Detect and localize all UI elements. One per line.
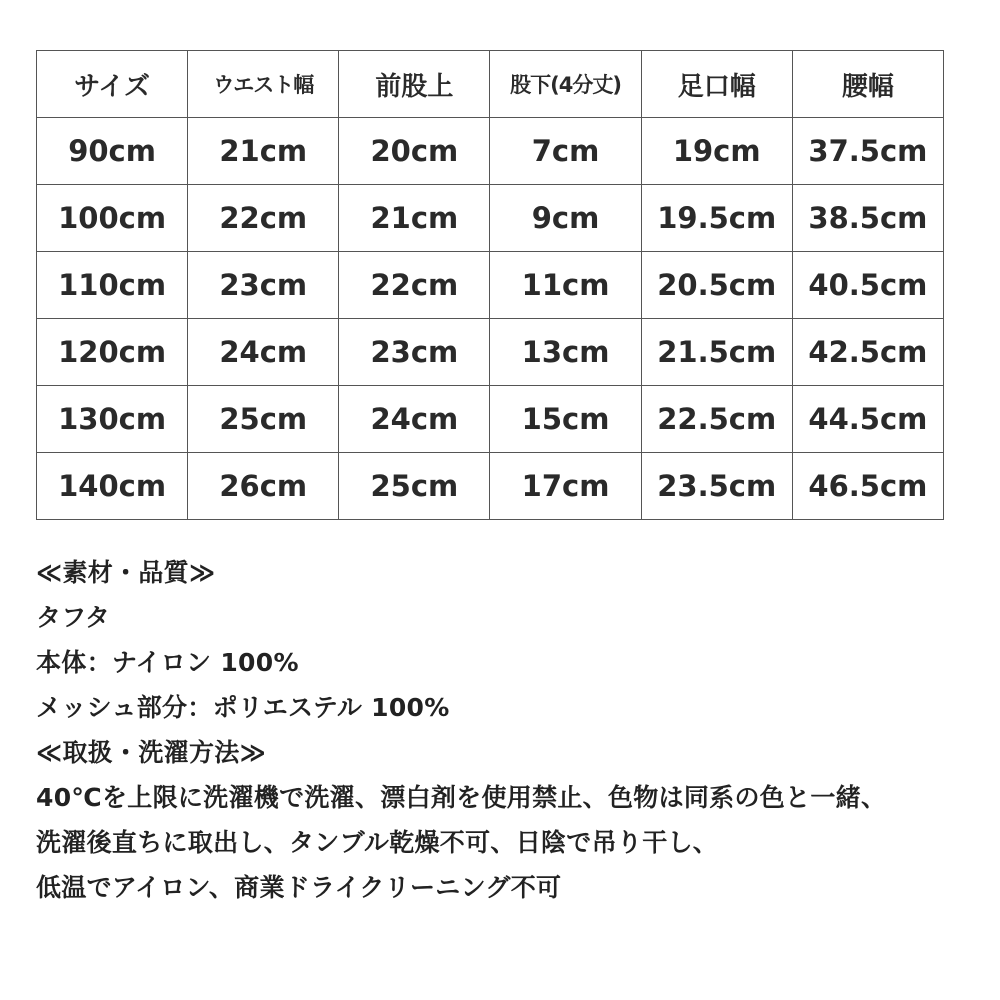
table-cell: 17cm xyxy=(490,453,641,520)
care-instruction-line: 低温でアイロン、商業ドライクリーニング不可 xyxy=(36,873,562,902)
table-row xyxy=(37,252,944,319)
table-cell: 15cm xyxy=(490,386,641,453)
table-cell: 22cm xyxy=(339,252,490,319)
table-cell: 11cm xyxy=(490,252,641,319)
fabric-type: タフタ xyxy=(36,603,111,632)
table-cell: 21cm xyxy=(188,118,339,185)
header-size: サイズ xyxy=(37,51,188,118)
table-cell: 13cm xyxy=(490,319,641,386)
table-cell: 23.5cm xyxy=(641,453,792,520)
header-inseam: 股下(4分丈) xyxy=(490,51,641,118)
table-cell: 19.5cm xyxy=(641,185,792,252)
table-cell: 20.5cm xyxy=(641,252,792,319)
table-cell: 7cm xyxy=(490,118,641,185)
mesh-material: メッシュ部分：ポリエステル 100% xyxy=(36,693,450,722)
table-cell: 90cm xyxy=(37,118,188,185)
table-cell: 46.5cm xyxy=(792,453,943,520)
material-section-heading: ≪素材・品質≫ xyxy=(36,558,216,587)
table-cell: 21cm xyxy=(339,185,490,252)
table-row xyxy=(37,319,944,386)
table-cell: 130cm xyxy=(37,386,188,453)
table-cell: 42.5cm xyxy=(792,319,943,386)
table-cell: 9cm xyxy=(490,185,641,252)
table-cell: 44.5cm xyxy=(792,386,943,453)
table-cell: 24cm xyxy=(188,319,339,386)
size-chart-table xyxy=(36,50,944,520)
care-section-heading: ≪取扱・洗濯方法≫ xyxy=(36,738,267,767)
care-instruction-line: 40℃を上限に洗濯機で洗濯、漂白剤を使用禁止、色物は同系の色と一緒、 xyxy=(36,783,887,812)
table-row xyxy=(37,453,944,520)
table-cell: 24cm xyxy=(339,386,490,453)
table-cell: 37.5cm xyxy=(792,118,943,185)
table-row xyxy=(37,118,944,185)
header-hip-width: 腰幅 xyxy=(792,51,943,118)
table-row xyxy=(37,386,944,453)
care-instruction-line: 洗濯後直ちに取出し、タンブル乾燥不可、日陰で吊り干し、 xyxy=(36,828,719,857)
header-waist-width: ウエスト幅 xyxy=(188,51,339,118)
header-front-rise: 前股上 xyxy=(339,51,490,118)
table-cell: 21.5cm xyxy=(641,319,792,386)
table-cell: 22cm xyxy=(188,185,339,252)
table-cell: 140cm xyxy=(37,453,188,520)
table-cell: 26cm xyxy=(188,453,339,520)
table-cell: 23cm xyxy=(339,319,490,386)
table-cell: 40.5cm xyxy=(792,252,943,319)
table-cell: 25cm xyxy=(339,453,490,520)
table-cell: 23cm xyxy=(188,252,339,319)
table-cell: 25cm xyxy=(188,386,339,453)
table-cell: 100cm xyxy=(37,185,188,252)
product-notes xyxy=(36,550,976,910)
table-cell: 20cm xyxy=(339,118,490,185)
table-cell: 19cm xyxy=(641,118,792,185)
table-cell: 22.5cm xyxy=(641,386,792,453)
table-header-row xyxy=(37,51,944,118)
body-material: 本体：ナイロン 100% xyxy=(36,648,299,677)
header-leg-opening: 足口幅 xyxy=(641,51,792,118)
table-cell: 110cm xyxy=(37,252,188,319)
table-row xyxy=(37,185,944,252)
table-cell: 120cm xyxy=(37,319,188,386)
table-cell: 38.5cm xyxy=(792,185,943,252)
